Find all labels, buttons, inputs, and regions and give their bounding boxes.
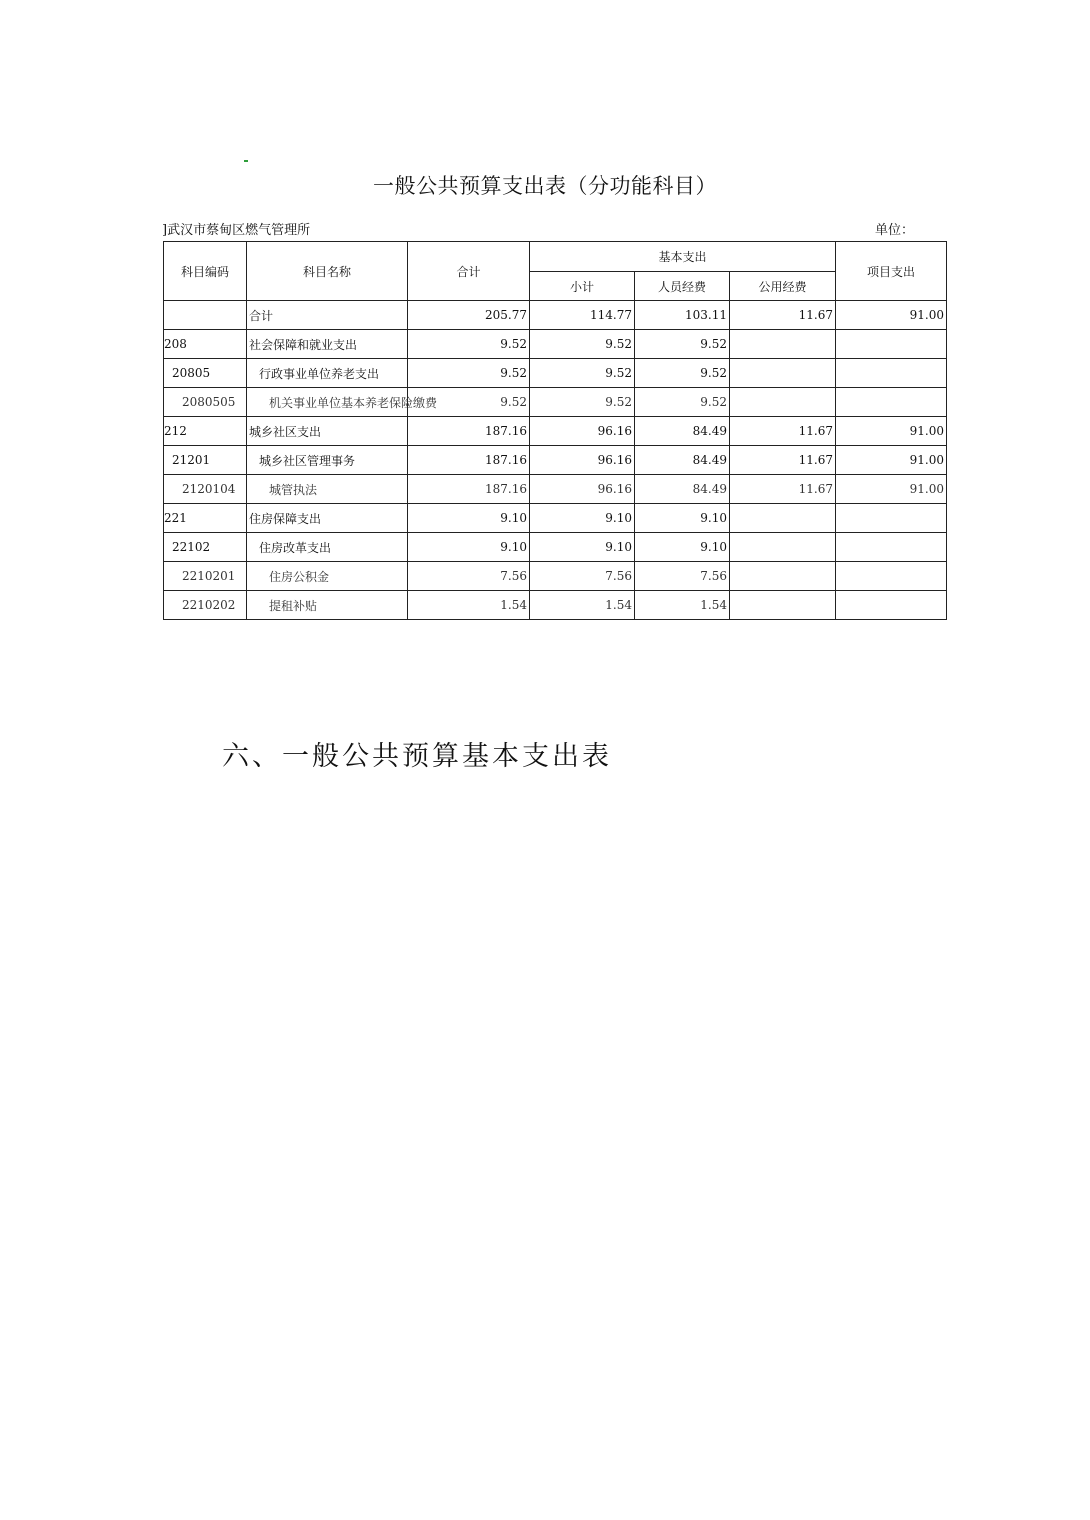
row-public: [730, 504, 836, 533]
row-total: 9.52: [408, 359, 530, 388]
row-personnel: 84.49: [635, 475, 730, 504]
row-public: [730, 388, 836, 417]
table-row: [164, 301, 947, 330]
row-project: [836, 591, 947, 620]
row-personnel: 84.49: [635, 446, 730, 475]
header-project: 项目支出: [836, 242, 947, 301]
row-subtotal: 114.77: [530, 301, 635, 330]
row-public: 11.67: [730, 446, 836, 475]
table-row: [164, 446, 947, 475]
row-subtotal: 9.52: [530, 388, 635, 417]
unit-label: 单位：: [875, 223, 915, 238]
table-row: [164, 417, 947, 446]
row-total: 9.10: [408, 504, 530, 533]
row-subtotal: 96.16: [530, 446, 635, 475]
row-name: 合计: [247, 301, 408, 330]
row-name: 城管执法: [247, 475, 408, 504]
header-subtotal: 小计: [530, 272, 635, 301]
row-total: 187.16: [408, 446, 530, 475]
header-public: 公用经费: [730, 272, 836, 301]
row-project: [836, 504, 947, 533]
row-code: [164, 301, 247, 330]
row-name: 社会保障和就业支出: [247, 330, 408, 359]
row-name: 城乡社区支出: [247, 417, 408, 446]
header-name: 科目名称: [247, 242, 408, 301]
row-project: 91.00: [836, 301, 947, 330]
table-row: [164, 562, 947, 591]
row-name: 机关事业单位基本养老保险缴费: [247, 388, 408, 417]
table-row: [164, 388, 947, 417]
header-personnel: 人员经费: [635, 272, 730, 301]
header-basic: 基本支出: [530, 242, 836, 272]
row-subtotal: 9.10: [530, 533, 635, 562]
green-mark: [244, 160, 248, 162]
row-personnel: 9.52: [635, 359, 730, 388]
table-title: 一般公共预算支出表（分功能科目）: [373, 174, 717, 198]
header-total: 合计: [408, 242, 530, 301]
row-name: 提租补贴: [247, 591, 408, 620]
table-row: [164, 504, 947, 533]
row-code: 212: [164, 417, 247, 446]
row-public: 11.67: [730, 475, 836, 504]
row-public: [730, 533, 836, 562]
row-subtotal: 96.16: [530, 417, 635, 446]
row-total: 187.16: [408, 417, 530, 446]
row-personnel: 7.56: [635, 562, 730, 591]
row-project: [836, 388, 947, 417]
row-public: [730, 330, 836, 359]
row-public: 11.67: [730, 417, 836, 446]
row-project: 91.00: [836, 475, 947, 504]
row-code: 20805: [164, 359, 247, 388]
row-code: 2210201: [164, 562, 247, 591]
row-code: 208: [164, 330, 247, 359]
row-name: 住房公积金: [247, 562, 408, 591]
row-name: 住房改革支出: [247, 533, 408, 562]
row-personnel: 9.52: [635, 330, 730, 359]
row-project: [836, 533, 947, 562]
row-project: [836, 562, 947, 591]
budget-table: [163, 241, 947, 620]
row-subtotal: 9.52: [530, 359, 635, 388]
header-code: 科目编码: [164, 242, 247, 301]
row-personnel: 103.11: [635, 301, 730, 330]
row-public: [730, 591, 836, 620]
row-project: 91.00: [836, 446, 947, 475]
row-total: 7.56: [408, 562, 530, 591]
row-name: 行政事业单位养老支出: [247, 359, 408, 388]
row-personnel: 84.49: [635, 417, 730, 446]
row-personnel: 9.10: [635, 533, 730, 562]
row-total: 9.52: [408, 330, 530, 359]
row-project: [836, 359, 947, 388]
row-subtotal: 7.56: [530, 562, 635, 591]
row-code: 2080505: [164, 388, 247, 417]
row-personnel: 9.52: [635, 388, 730, 417]
section-heading: 六、一般公共预算基本支出表: [222, 741, 612, 772]
row-subtotal: 9.52: [530, 330, 635, 359]
row-project: [836, 330, 947, 359]
row-personnel: 9.10: [635, 504, 730, 533]
table-row: [164, 330, 947, 359]
organization-name: ]武汉市蔡甸区燃气管理所: [162, 223, 311, 238]
row-name: 城乡社区管理事务: [247, 446, 408, 475]
table-row: [164, 533, 947, 562]
row-total: 205.77: [408, 301, 530, 330]
row-project: 91.00: [836, 417, 947, 446]
row-subtotal: 1.54: [530, 591, 635, 620]
row-code: 2120104: [164, 475, 247, 504]
row-public: 11.67: [730, 301, 836, 330]
row-total: 9.52: [408, 388, 530, 417]
row-personnel: 1.54: [635, 591, 730, 620]
row-total: 1.54: [408, 591, 530, 620]
table-row: [164, 359, 947, 388]
row-code: 21201: [164, 446, 247, 475]
table-row: [164, 475, 947, 504]
table-row: [164, 591, 947, 620]
row-subtotal: 9.10: [530, 504, 635, 533]
row-public: [730, 359, 836, 388]
row-code: 221: [164, 504, 247, 533]
row-public: [730, 562, 836, 591]
row-code: 22102: [164, 533, 247, 562]
row-code: 2210202: [164, 591, 247, 620]
row-total: 9.10: [408, 533, 530, 562]
row-total: 187.16: [408, 475, 530, 504]
row-name: 住房保障支出: [247, 504, 408, 533]
row-subtotal: 96.16: [530, 475, 635, 504]
